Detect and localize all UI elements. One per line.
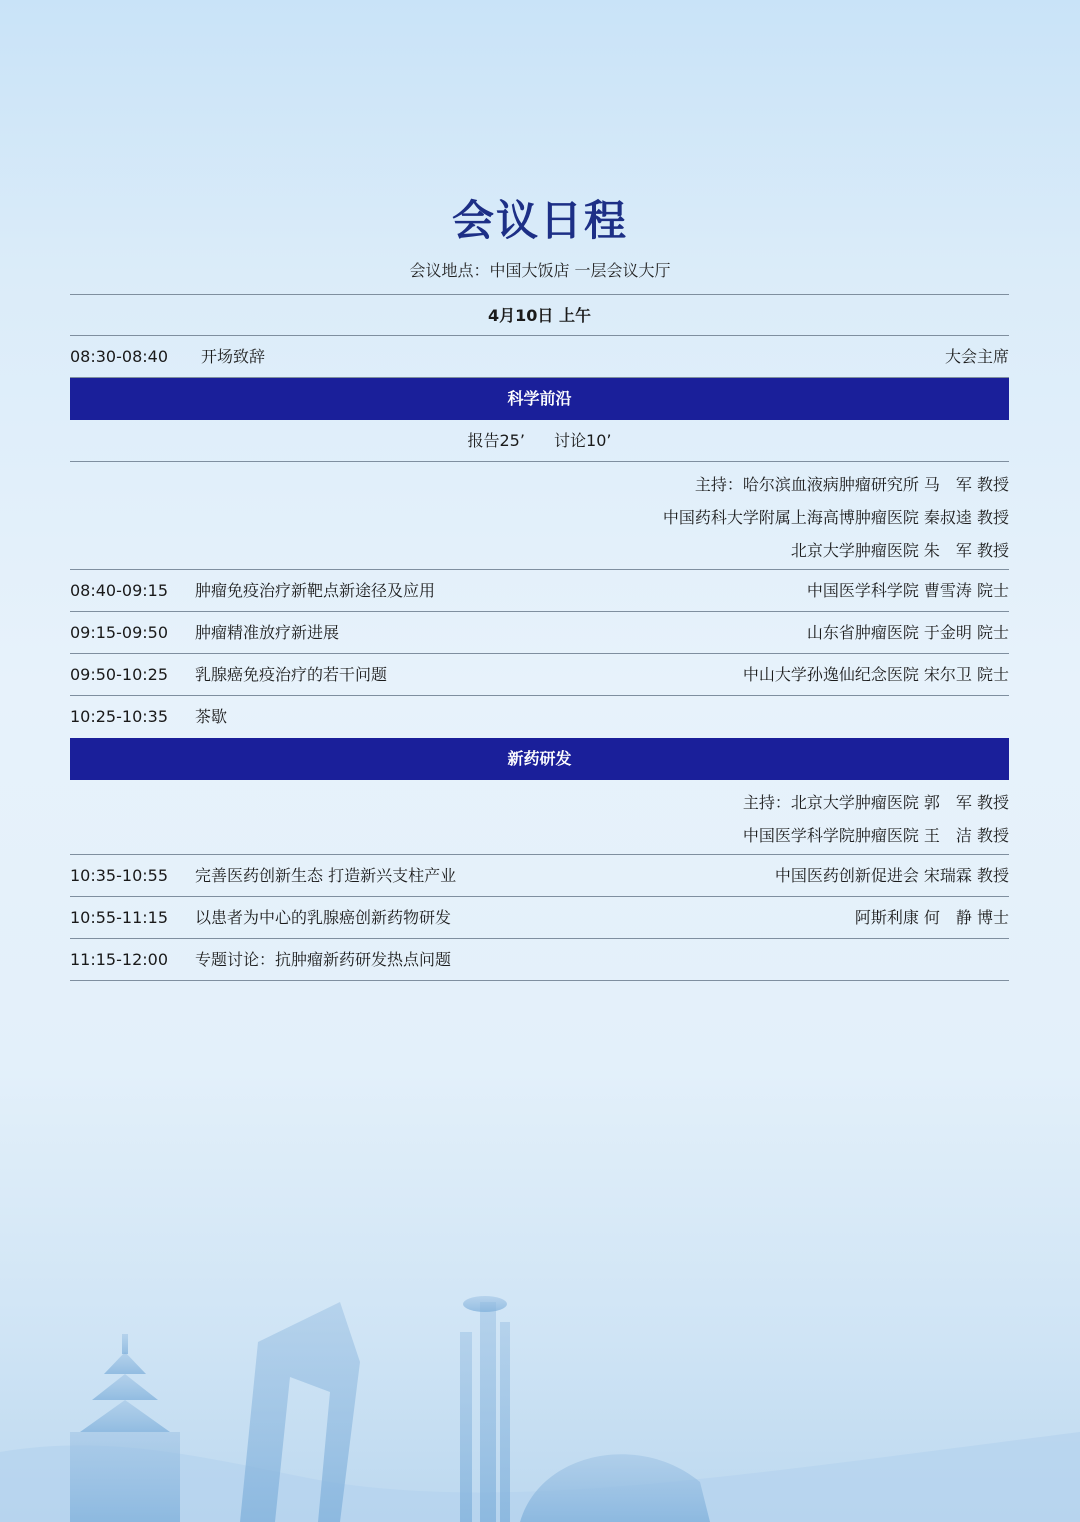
report-duration: 报告25’ xyxy=(467,431,525,450)
topic-cell: 肿瘤精准放疗新进展 xyxy=(195,623,340,642)
date-header: 4月10日 上午 xyxy=(70,294,1009,336)
table-row xyxy=(70,855,1009,897)
host-list xyxy=(70,780,1009,855)
table-row xyxy=(70,897,1009,939)
time-cell: 09:50-10:25 xyxy=(70,665,168,684)
speaker-cell: 大会主席 xyxy=(944,347,1009,366)
topic-cell: 以患者为中心的乳腺癌创新药物研发 xyxy=(195,908,452,927)
table-row xyxy=(70,570,1009,612)
speaker-cell: 山东省肿瘤医院 于金明 院士 xyxy=(806,623,1009,642)
topic-cell: 茶歇 xyxy=(195,707,228,726)
time-cell: 10:55-11:15 xyxy=(70,908,168,927)
beijing-skyline-illustration xyxy=(0,1282,1080,1522)
host-line: 主持：北京大学肿瘤医院 郭 军 教授 xyxy=(742,793,1009,812)
table-row xyxy=(70,612,1009,654)
speaker-cell: 中国医药创新促进会 宋瑞霖 教授 xyxy=(774,866,1009,885)
topic-cell: 肿瘤免疫治疗新靶点新途径及应用 xyxy=(195,581,436,600)
time-cell: 11:15-12:00 xyxy=(70,950,168,969)
host-line: 中国药科大学附属上海高博肿瘤医院 秦叔逵 教授 xyxy=(662,508,1009,527)
speaker-cell: 阿斯利康 何 静 博士 xyxy=(854,908,1009,927)
page-title: 会议日程 xyxy=(451,196,628,245)
table-row xyxy=(70,336,1009,378)
time-cell: 08:30-08:40 xyxy=(70,347,168,366)
schedule-table xyxy=(70,294,1009,981)
table-row xyxy=(70,696,1009,738)
session-format xyxy=(70,420,1009,462)
time-cell: 09:15-09:50 xyxy=(70,623,168,642)
section-band: 科学前沿 xyxy=(70,378,1009,420)
speaker-cell: 中国医学科学院 曹雪涛 院士 xyxy=(806,581,1009,600)
host-line: 中国医学科学院肿瘤医院 王 洁 教授 xyxy=(742,826,1009,845)
time-cell: 08:40-09:15 xyxy=(70,581,168,600)
venue-text: 会议地点：中国大饭店 一层会议大厅 xyxy=(409,261,671,280)
topic-cell: 开场致辞 xyxy=(201,347,266,366)
host-line: 主持：哈尔滨血液病肿瘤研究所 马 军 教授 xyxy=(694,475,1009,494)
host-line: 北京大学肿瘤医院 朱 军 教授 xyxy=(790,541,1009,560)
table-row xyxy=(70,654,1009,696)
table-row xyxy=(70,939,1009,981)
topic-cell: 完善医药创新生态 打造新兴支柱产业 xyxy=(195,866,457,885)
speaker-cell: 中山大学孙逸仙纪念医院 宋尔卫 院士 xyxy=(742,665,1009,684)
topic-cell: 乳腺癌免疫治疗的若干问题 xyxy=(195,665,388,684)
time-cell: 10:25-10:35 xyxy=(70,707,168,726)
discussion-duration: 讨论10’ xyxy=(554,431,612,450)
section-band: 新药研发 xyxy=(70,738,1009,780)
host-list xyxy=(70,462,1009,570)
topic-cell: 专题讨论：抗肿瘤新药研发热点问题 xyxy=(195,950,452,969)
time-cell: 10:35-10:55 xyxy=(70,866,168,885)
